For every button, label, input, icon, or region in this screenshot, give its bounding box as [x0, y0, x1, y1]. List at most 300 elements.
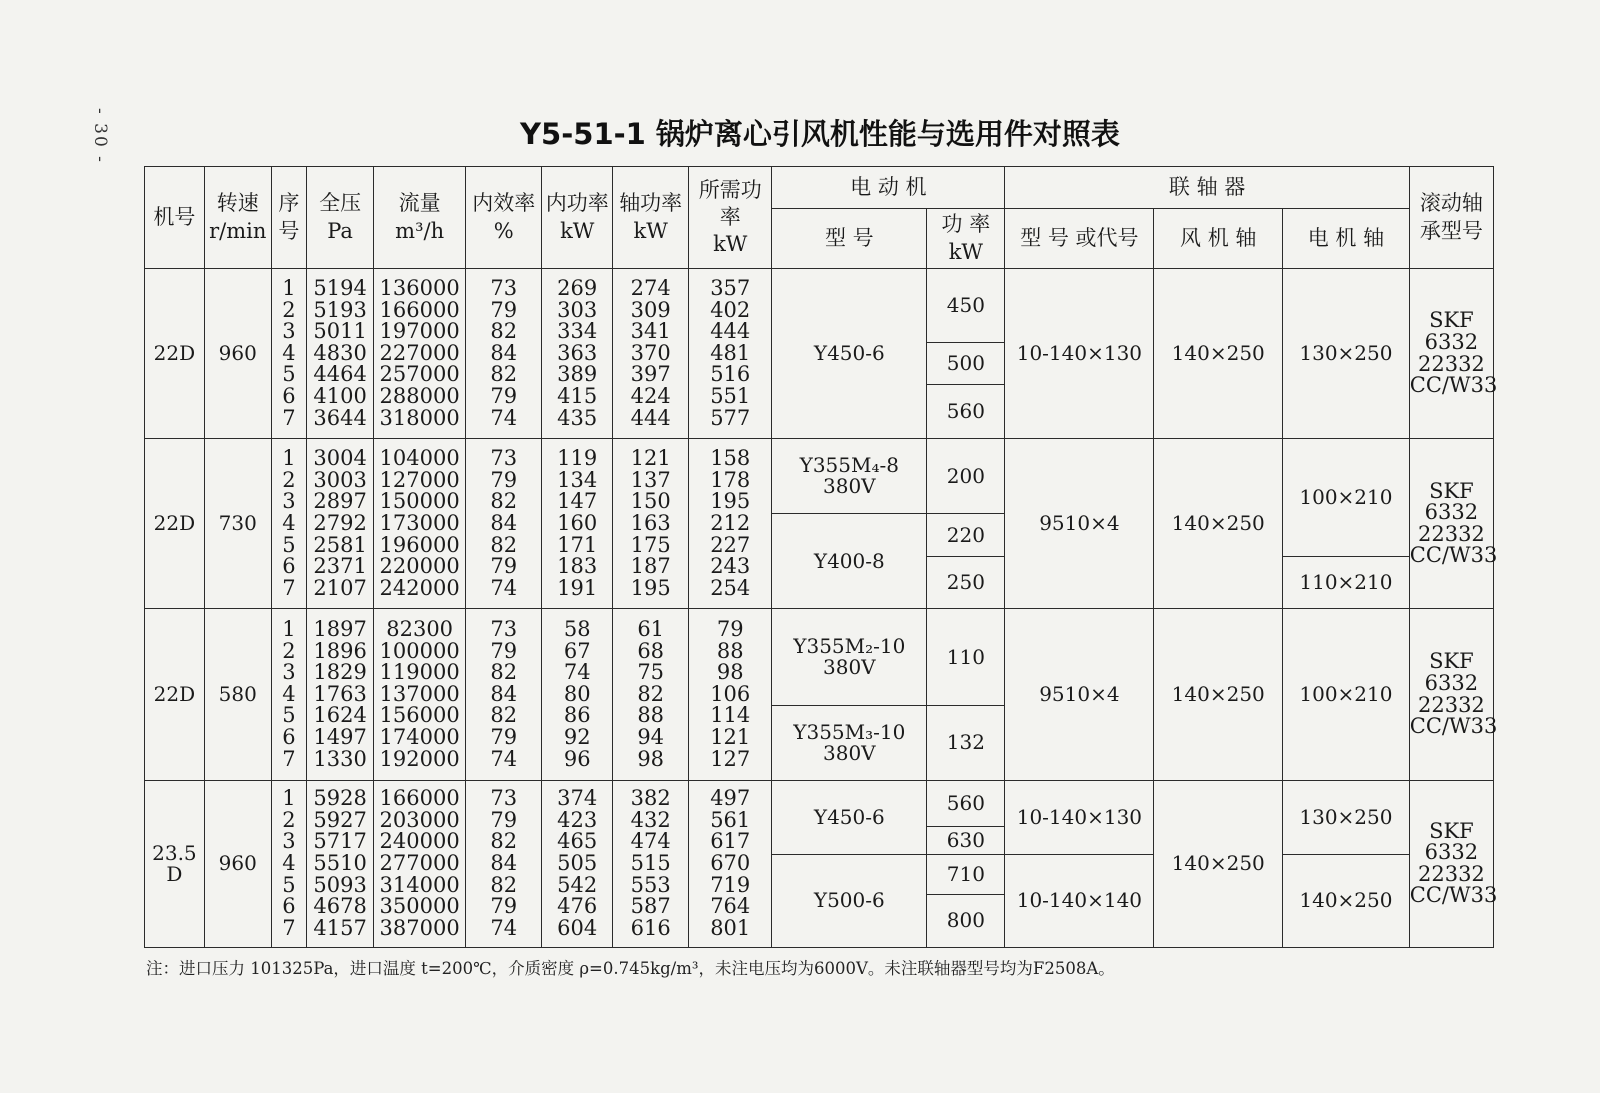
cell-value: 174000	[379, 725, 460, 749]
cell-value: 497	[710, 786, 751, 811]
req-power-list	[689, 269, 772, 439]
cell-value: 318000	[379, 405, 460, 430]
cell-value: 195	[710, 489, 751, 514]
cell-value: 203000	[379, 807, 460, 832]
cell-value: 6	[282, 384, 296, 409]
cell-value: 75	[637, 660, 665, 685]
cell-value: 150000	[379, 489, 460, 514]
header-req-power: 所需功率 kW	[689, 167, 772, 269]
req-power-list	[689, 780, 772, 947]
cell-value: 1829	[313, 660, 367, 685]
header-inner-power: 内功率 kW	[542, 167, 613, 269]
cell-value: 435	[557, 405, 598, 430]
cell-value: 551	[710, 384, 751, 409]
cell-value: 577	[710, 405, 751, 430]
coupling-model: 10-140×130	[1005, 269, 1154, 439]
cell-value: 363	[557, 340, 598, 365]
coupling-model: 10-140×140	[1005, 854, 1154, 947]
cell-value: 82	[490, 532, 518, 557]
cell-value: 22332	[1417, 861, 1485, 886]
motor-model: Y355M₃-10 380V	[772, 705, 927, 780]
cell-value: 192000	[379, 746, 460, 771]
header-motor: 电 动 机	[772, 167, 1005, 209]
cell-value: 98	[637, 746, 665, 771]
cell-value: 1763	[313, 681, 367, 706]
seq-list	[271, 609, 306, 780]
cell-value: 474	[630, 829, 671, 854]
cell-value: 22332	[1417, 521, 1485, 546]
cell-value: 389	[557, 362, 598, 387]
cell-value: 137	[630, 467, 671, 492]
coupling-model: 9510×4	[1005, 609, 1154, 780]
motor-model: Y355M₄-8 380V	[772, 439, 927, 514]
cell-value: 136000	[379, 276, 460, 301]
cell-value: 74	[490, 405, 518, 430]
cell-value: 104000	[379, 446, 460, 471]
cell-value: 212	[710, 511, 751, 536]
cell-value: 88	[637, 703, 665, 728]
cell-value: 1624	[313, 703, 367, 728]
cell-value: 82	[637, 681, 665, 706]
cell-value: 424	[630, 384, 671, 409]
inner-power-list	[542, 269, 613, 439]
cell-value: 2	[282, 638, 296, 663]
cell-value: 1	[282, 446, 296, 471]
cell-value: 6332	[1424, 500, 1479, 525]
cell-value: 670	[710, 851, 751, 876]
cell-value: 22332	[1417, 692, 1485, 717]
inner-power-list	[542, 439, 613, 609]
cell-value: 444	[710, 319, 751, 344]
flow-list	[374, 439, 466, 609]
cell-value: 402	[710, 297, 751, 322]
cell-value: 79	[490, 894, 518, 919]
group-machine: 22D	[145, 609, 205, 780]
flow-list	[374, 609, 466, 780]
cell-value: 4	[282, 851, 296, 876]
pressure-list	[307, 439, 374, 609]
req-power-list	[689, 609, 772, 780]
cell-value: 269	[557, 276, 598, 301]
cell-value: 163	[630, 511, 671, 536]
coupling-model: 10-140×130	[1005, 780, 1154, 854]
table-title: Y5-51-1 锅炉离心引风机性能与选用件对照表	[520, 117, 1120, 151]
motor-power: 800	[927, 894, 1005, 947]
cell-value: 5927	[313, 807, 367, 832]
cell-value: 73	[490, 617, 518, 642]
cell-value: 158	[710, 446, 751, 471]
cell-value: 5510	[313, 851, 367, 876]
group-machine: 23.5 D	[145, 780, 205, 947]
cell-value: CC/W33	[1409, 373, 1498, 398]
cell-value: 561	[710, 807, 751, 832]
cell-value: 616	[630, 915, 671, 940]
cell-value: 7	[282, 575, 296, 600]
cell-value: 197000	[379, 319, 460, 344]
cell-value: 84	[490, 511, 518, 536]
cell-value: 382	[630, 786, 671, 811]
group-speed: 960	[204, 269, 271, 439]
cell-value: 604	[557, 915, 598, 940]
cell-value: 7	[282, 405, 296, 430]
cell-value: 98	[716, 660, 744, 685]
cell-value: 3004	[313, 446, 367, 471]
motor-power: 630	[927, 826, 1005, 854]
cell-value: 303	[557, 297, 598, 322]
inner-power-list	[542, 609, 613, 780]
shaft-power-list	[613, 609, 689, 780]
cell-value: 127	[710, 746, 751, 771]
cell-value: SKF	[1429, 818, 1474, 843]
cell-value: 178	[710, 467, 751, 492]
cell-value: 79	[716, 617, 744, 642]
performance-table	[144, 166, 1498, 948]
cell-value: 2581	[313, 532, 367, 557]
cell-value: 4	[282, 340, 296, 365]
motor-power: 132	[927, 705, 1005, 780]
cell-value: 220000	[379, 554, 460, 579]
cell-value: 67	[563, 638, 591, 663]
cell-value: 2371	[313, 554, 367, 579]
cell-value: 719	[710, 872, 751, 897]
cell-value: 74	[490, 915, 518, 940]
group-machine: 22D	[145, 439, 205, 609]
cell-value: 227000	[379, 340, 460, 365]
inner-power-list	[542, 780, 613, 947]
motor-model: Y400-8	[772, 514, 927, 609]
cell-value: 516	[710, 362, 751, 387]
motor-power: 560	[927, 780, 1005, 826]
cell-value: 2	[282, 297, 296, 322]
cell-value: 6	[282, 725, 296, 749]
cell-value: 277000	[379, 851, 460, 876]
cell-value: 444	[630, 405, 671, 430]
pressure-list	[307, 269, 374, 439]
cell-value: 227	[710, 532, 751, 557]
header-shaft-power: 轴功率 kW	[613, 167, 689, 269]
cell-value: 5093	[313, 872, 367, 897]
cell-value: 243	[710, 554, 751, 579]
cell-value: 476	[557, 894, 598, 919]
cell-value: 5	[282, 362, 296, 387]
cell-value: 79	[490, 725, 518, 749]
seq-list	[271, 269, 306, 439]
bearing-list	[1409, 780, 1498, 947]
header-speed: 转速 r/min	[204, 167, 271, 269]
shaft-power-list	[613, 439, 689, 609]
header-seq: 序号	[271, 167, 306, 269]
cell-value: CC/W33	[1409, 714, 1498, 739]
cell-value: 84	[490, 681, 518, 706]
cell-value: 74	[563, 660, 591, 685]
group-speed: 580	[204, 609, 271, 780]
motor-power: 250	[927, 557, 1005, 609]
motor-shaft: 110×210	[1283, 557, 1410, 609]
cell-value: 5928	[313, 786, 367, 811]
cell-value: 5	[282, 872, 296, 897]
cell-value: 374	[557, 786, 598, 811]
cell-value: 6332	[1424, 840, 1479, 865]
cell-value: 73	[490, 446, 518, 471]
cell-value: 147	[557, 489, 598, 514]
cell-value: 309	[630, 297, 671, 322]
cell-value: 73	[490, 276, 518, 301]
cell-value: 127000	[379, 467, 460, 492]
motor-shaft: 140×250	[1283, 854, 1410, 947]
cell-value: SKF	[1429, 308, 1474, 333]
cell-value: 100000	[379, 638, 460, 663]
cell-value: 6	[282, 554, 296, 579]
req-power-list	[689, 439, 772, 609]
cell-value: 4	[282, 511, 296, 536]
cell-value: 3	[282, 319, 296, 344]
motor-power: 560	[927, 384, 1005, 438]
fan-shaft: 140×250	[1154, 609, 1283, 780]
cell-value: 334	[557, 319, 598, 344]
cell-value: 4157	[313, 915, 367, 940]
cell-value: 432	[630, 807, 671, 832]
motor-power: 200	[927, 439, 1005, 514]
cell-value: 274	[630, 276, 671, 301]
eff-list	[466, 780, 542, 947]
cell-value: 5717	[313, 829, 367, 854]
flow-list	[374, 269, 466, 439]
group-speed: 730	[204, 439, 271, 609]
cell-value: 553	[630, 872, 671, 897]
cell-value: 166000	[379, 786, 460, 811]
motor-shaft: 130×250	[1283, 780, 1410, 854]
motor-shaft: 130×250	[1283, 269, 1410, 439]
cell-value: 587	[630, 894, 671, 919]
header-motor-shaft: 电 机 轴	[1283, 209, 1410, 269]
cell-value: 22332	[1417, 351, 1485, 376]
header-flow: 流量 m³/h	[374, 167, 466, 269]
cell-value: 79	[490, 554, 518, 579]
bearing-list	[1409, 439, 1498, 609]
cell-value: 465	[557, 829, 598, 854]
cell-value: 2792	[313, 511, 367, 536]
fan-shaft: 140×250	[1154, 439, 1283, 609]
cell-value: 114	[710, 703, 751, 728]
seq-list	[271, 439, 306, 609]
motor-power: 220	[927, 514, 1005, 557]
cell-value: 58	[563, 617, 591, 642]
cell-value: 82	[490, 829, 518, 854]
footnote: 注：进口压力 101325Pa，进口温度 t=200℃，介质密度 ρ=0.745kg/m³，未注电压均为6000V。未注联轴器型号均为F2508A。	[146, 959, 1115, 978]
cell-value: 1	[282, 617, 296, 642]
cell-value: 4678	[313, 894, 367, 919]
cell-value: 3644	[313, 405, 367, 430]
eff-list	[466, 269, 542, 439]
motor-model: Y450-6	[772, 780, 927, 854]
cell-value: 2	[282, 467, 296, 492]
header-pressure: 全压 Pa	[307, 167, 374, 269]
flow-list	[374, 780, 466, 947]
group-speed: 960	[204, 780, 271, 947]
cell-value: 137000	[379, 681, 460, 706]
cell-value: 86	[563, 703, 591, 728]
cell-value: 2	[282, 807, 296, 832]
bearing-list	[1409, 609, 1498, 780]
eff-list	[466, 609, 542, 780]
cell-value: 505	[557, 851, 598, 876]
cell-value: 4830	[313, 340, 367, 365]
cell-value: 94	[637, 725, 665, 749]
cell-value: 4464	[313, 362, 367, 387]
cell-value: 2897	[313, 489, 367, 514]
page-number: - 30 -	[90, 108, 110, 164]
cell-value: 121	[630, 446, 671, 471]
cell-value: 240000	[379, 829, 460, 854]
cell-value: 314000	[379, 872, 460, 897]
shaft-power-list	[613, 269, 689, 439]
cell-value: 106	[710, 681, 751, 706]
cell-value: 80	[563, 681, 591, 706]
cell-value: 183	[557, 554, 598, 579]
cell-value: 4	[282, 681, 296, 706]
group-machine: 22D	[145, 269, 205, 439]
cell-value: 160	[557, 511, 598, 536]
cell-value: 92	[563, 725, 591, 749]
cell-value: 79	[490, 384, 518, 409]
cell-value: 121	[710, 725, 751, 749]
cell-value: 79	[490, 297, 518, 322]
cell-value: 84	[490, 340, 518, 365]
cell-value: 79	[490, 638, 518, 663]
bearing-list	[1409, 269, 1498, 439]
header-fan-shaft: 风 机 轴	[1154, 209, 1283, 269]
cell-value: 5193	[313, 297, 367, 322]
motor-power: 710	[927, 854, 1005, 894]
cell-value: 415	[557, 384, 598, 409]
header-coupling: 联 轴 器	[1005, 167, 1409, 209]
motor-shaft: 100×210	[1283, 609, 1410, 780]
motor-model: Y450-6	[772, 269, 927, 439]
cell-value: 61	[637, 617, 665, 642]
cell-value: 68	[637, 638, 665, 663]
cell-value: 6332	[1424, 330, 1479, 355]
cell-value: 617	[710, 829, 751, 854]
motor-power: 450	[927, 269, 1005, 343]
cell-value: 1497	[313, 725, 367, 749]
cell-value: 1330	[313, 746, 367, 771]
cell-value: 357	[710, 276, 751, 301]
cell-value: 5	[282, 532, 296, 557]
cell-value: 350000	[379, 894, 460, 919]
cell-value: 3	[282, 829, 296, 854]
cell-value: 257000	[379, 362, 460, 387]
seq-list	[271, 780, 306, 947]
motor-model: Y500-6	[772, 854, 927, 947]
motor-shaft: 100×210	[1283, 439, 1410, 557]
cell-value: 370	[630, 340, 671, 365]
cell-value: 82	[490, 703, 518, 728]
cell-value: 96	[563, 746, 591, 771]
header-bearing: 滚动轴承型号	[1409, 167, 1493, 269]
cell-value: 74	[490, 746, 518, 771]
cell-value: 150	[630, 489, 671, 514]
fan-shaft: 140×250	[1154, 780, 1283, 947]
coupling-model: 9510×4	[1005, 439, 1154, 609]
cell-value: 171	[557, 532, 598, 557]
cell-value: 74	[490, 575, 518, 600]
header-motor-model: 型 号	[772, 209, 927, 269]
cell-value: 6	[282, 894, 296, 919]
cell-value: 387000	[379, 915, 460, 940]
cell-value: SKF	[1429, 649, 1474, 674]
cell-value: 134	[557, 467, 598, 492]
cell-value: 119000	[379, 660, 460, 685]
cell-value: 82300	[386, 617, 454, 642]
cell-value: 156000	[379, 703, 460, 728]
cell-value: 288000	[379, 384, 460, 409]
cell-value: 175	[630, 532, 671, 557]
cell-value: 1	[282, 786, 296, 811]
cell-value: 196000	[379, 532, 460, 557]
cell-value: CC/W33	[1409, 543, 1498, 568]
cell-value: 341	[630, 319, 671, 344]
cell-value: 82	[490, 319, 518, 344]
cell-value: 515	[630, 851, 671, 876]
cell-value: 5011	[313, 319, 367, 344]
pressure-list	[307, 609, 374, 780]
cell-value: 801	[710, 915, 751, 940]
motor-power: 500	[927, 342, 1005, 384]
cell-value: 4100	[313, 384, 367, 409]
header-inner-eff: 内效率 %	[466, 167, 542, 269]
cell-value: 79	[490, 467, 518, 492]
cell-value: 82	[490, 872, 518, 897]
cell-value: 187	[630, 554, 671, 579]
cell-value: 82	[490, 489, 518, 514]
cell-value: 5	[282, 703, 296, 728]
cell-value: 423	[557, 807, 598, 832]
cell-value: 166000	[379, 297, 460, 322]
cell-value: 7	[282, 746, 296, 771]
cell-value: 1	[282, 276, 296, 301]
header-motor-power: 功 率 kW	[927, 209, 1005, 269]
cell-value: 79	[490, 807, 518, 832]
cell-value: 84	[490, 851, 518, 876]
fan-shaft: 140×250	[1154, 269, 1283, 439]
cell-value: 82	[490, 362, 518, 387]
cell-value: 5194	[313, 276, 367, 301]
cell-value: 173000	[379, 511, 460, 536]
cell-value: 1897	[313, 617, 367, 642]
cell-value: 7	[282, 915, 296, 940]
cell-value: 3	[282, 489, 296, 514]
cell-value: 1896	[313, 638, 367, 663]
cell-value: 542	[557, 872, 598, 897]
cell-value: 88	[716, 638, 744, 663]
cell-value: 119	[557, 446, 598, 471]
cell-value: 3003	[313, 467, 367, 492]
eff-list	[466, 439, 542, 609]
cell-value: 3	[282, 660, 296, 685]
motor-model: Y355M₂-10 380V	[772, 609, 927, 705]
header-coupling-model: 型 号 或代号	[1005, 209, 1154, 269]
cell-value: 481	[710, 340, 751, 365]
shaft-power-list	[613, 780, 689, 947]
motor-power: 110	[927, 609, 1005, 705]
cell-value: 242000	[379, 575, 460, 600]
header-machine-no: 机号	[145, 167, 205, 269]
cell-value: 254	[710, 575, 751, 600]
cell-value: 397	[630, 362, 671, 387]
cell-value: 191	[557, 575, 598, 600]
cell-value: SKF	[1429, 478, 1474, 503]
cell-value: 73	[490, 786, 518, 811]
